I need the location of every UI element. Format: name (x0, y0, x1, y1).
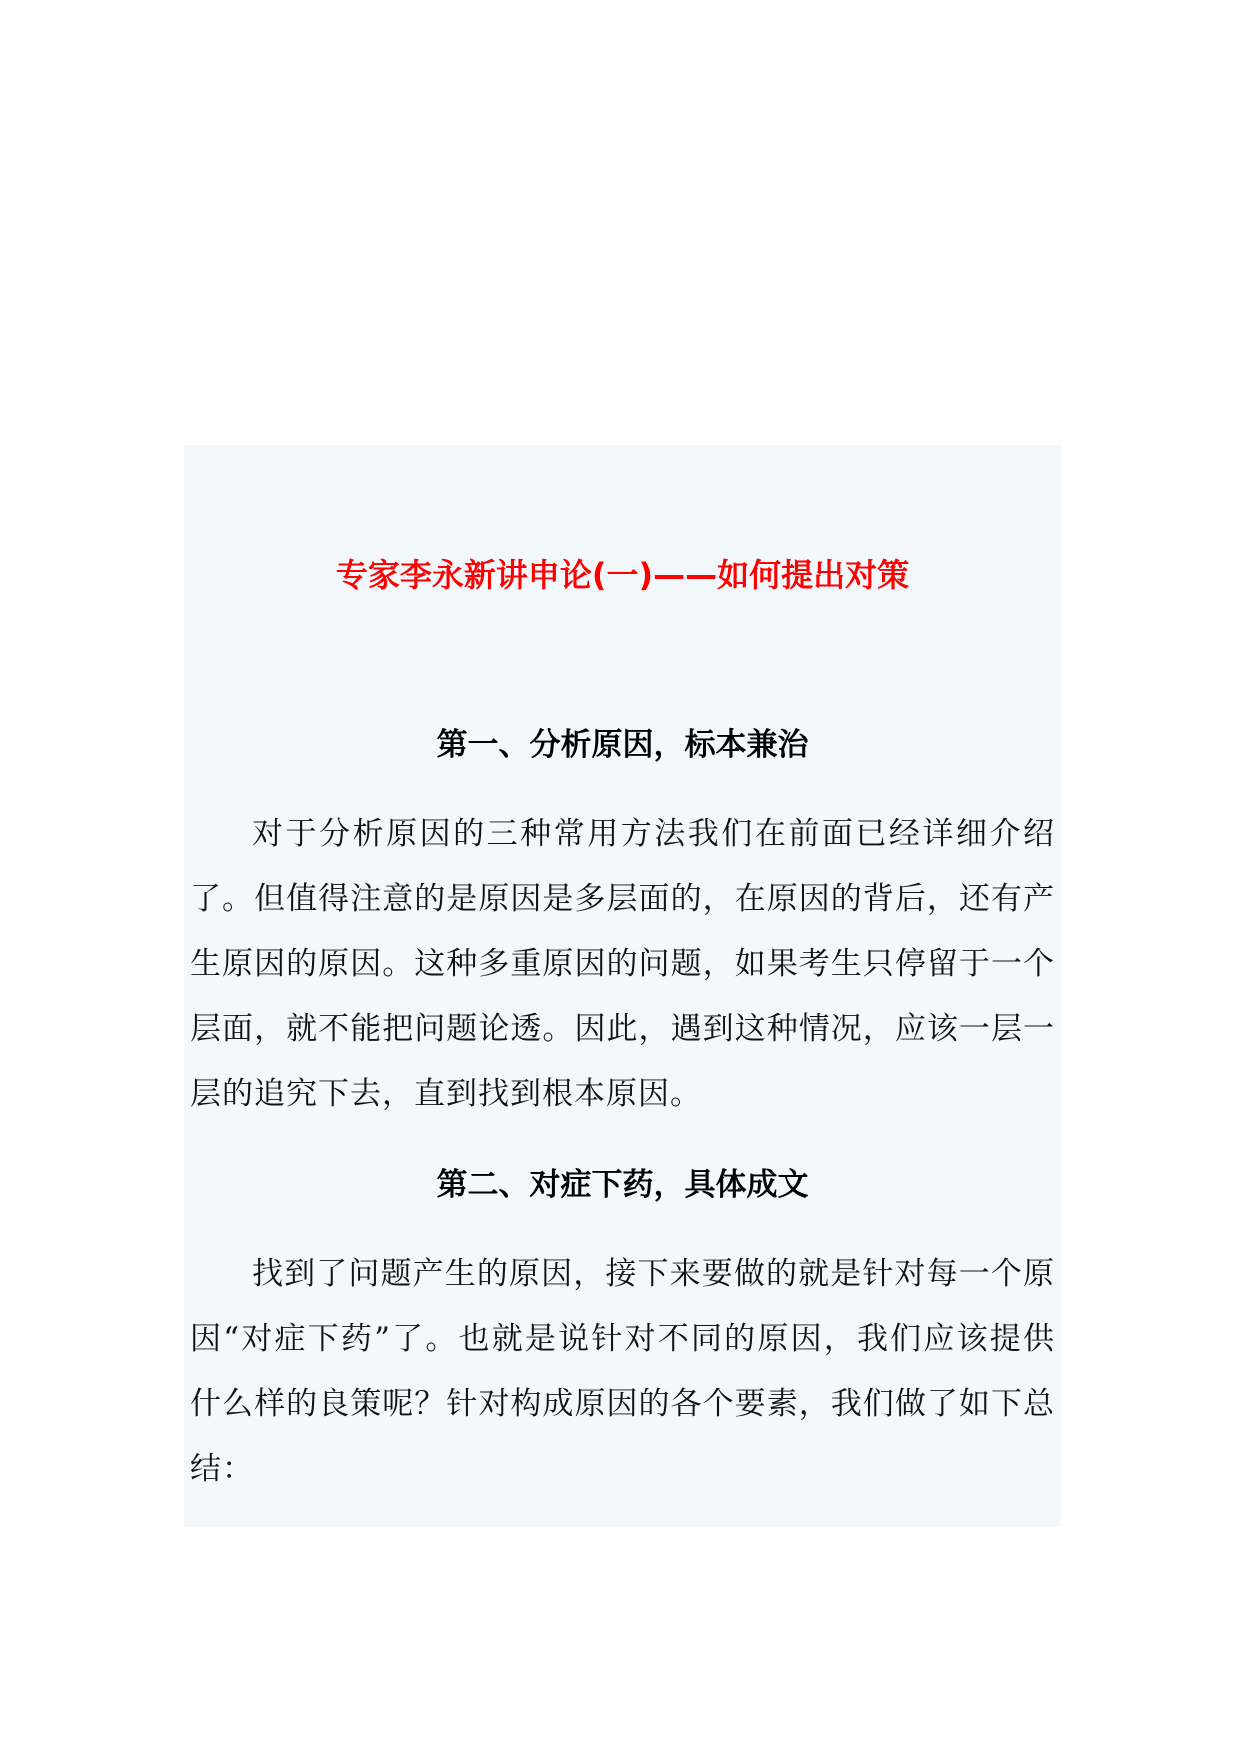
section-paragraph-1: 对于分析原因的三种常用方法我们在前面已经详细介绍了。但值得注意的是原因是多层面的，在原因的背后，还有产生原因的原因。这种多重原因的问题，如果考生只停留于一个层面，就不能把问题论透。因此，遇到这种情况，应该一层一层的追究下去，直到找到根本原因。 (190, 816, 1055, 1112)
document-title: 专家李永新讲申论(一)——如何提出对策 (335, 556, 910, 594)
section-heading-2: 第二、对症下药，具体成文 (436, 1167, 809, 1203)
content-panel (184, 445, 1061, 1527)
section-paragraph-2: 找到了问题产生的原因，接下来要做的就是针对每一个原因“对症下药”了。也就是说针对不同的原因，我们应该提供什么样的良策呢？针对构成原因的各个要素，我们做了如下总结： (190, 1256, 1055, 1487)
section-heading-1: 第一、分析原因，标本兼治 (436, 727, 809, 763)
